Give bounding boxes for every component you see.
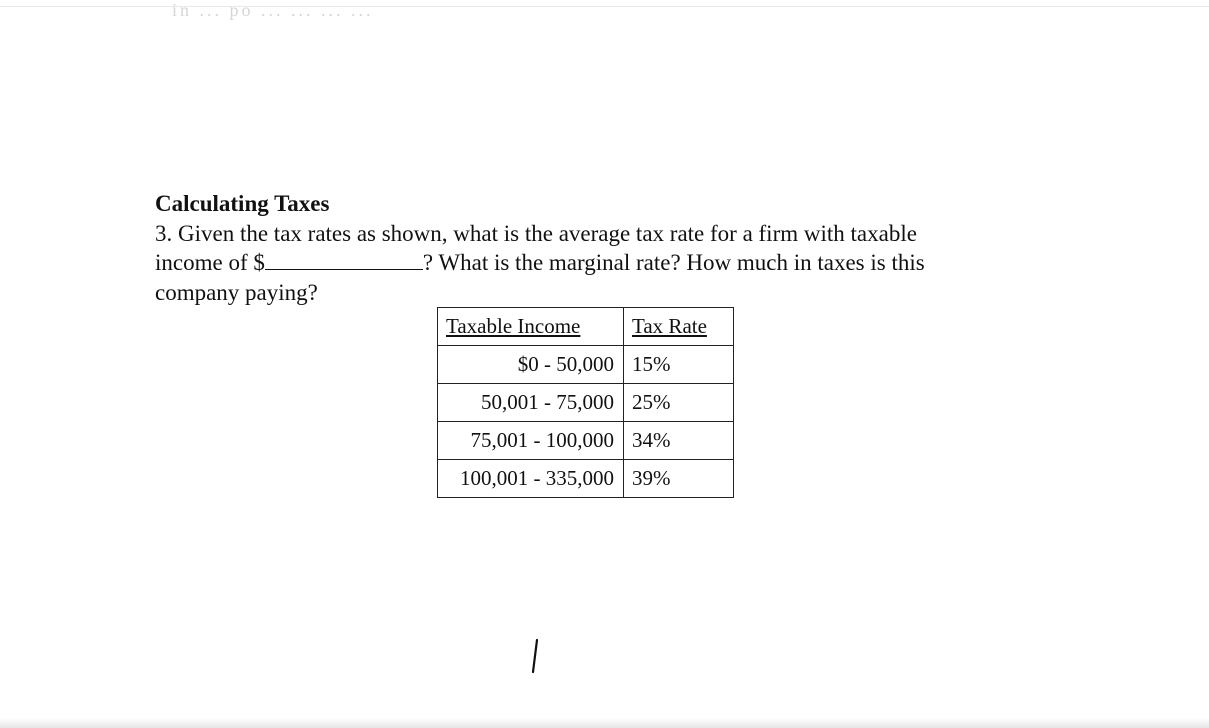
header-tax-rate: Tax Rate [624,308,734,346]
question-line-2 [155,248,975,278]
tax-rate-table [437,307,734,498]
income-cell: 100,001 - 335,000 [438,460,624,498]
section-title: Calculating Taxes [155,191,330,216]
table-row [438,384,734,422]
header-taxable-income: Taxable Income [438,308,624,346]
table-row [438,422,734,460]
pen-stroke-mark [522,638,548,674]
question-line-2-start: income of $ [155,250,265,275]
table-header-row [438,308,734,346]
page-bottom-edge [0,718,1209,728]
question-line-1: 3. Given the tax rates as shown, what is the average tax rate for a firm with taxable [155,220,917,246]
rate-cell: 25% [624,384,734,422]
bleed-through-text: in ... po ... ... ... ... [172,0,374,20]
income-blank[interactable] [265,249,423,270]
income-cell: 75,001 - 100,000 [438,422,624,460]
table-row [438,346,734,384]
table-row [438,460,734,498]
rate-cell: 34% [624,422,734,460]
rate-cell: 39% [624,460,734,498]
income-cell: $0 - 50,000 [438,346,624,384]
problem-block [155,189,975,307]
question-line-2-end: ? What is the marginal rate? How much in taxes is this [422,250,925,275]
rate-cell: 15% [624,346,734,384]
income-cell: 50,001 - 75,000 [438,384,624,422]
question-line-3: company paying? [155,279,318,305]
